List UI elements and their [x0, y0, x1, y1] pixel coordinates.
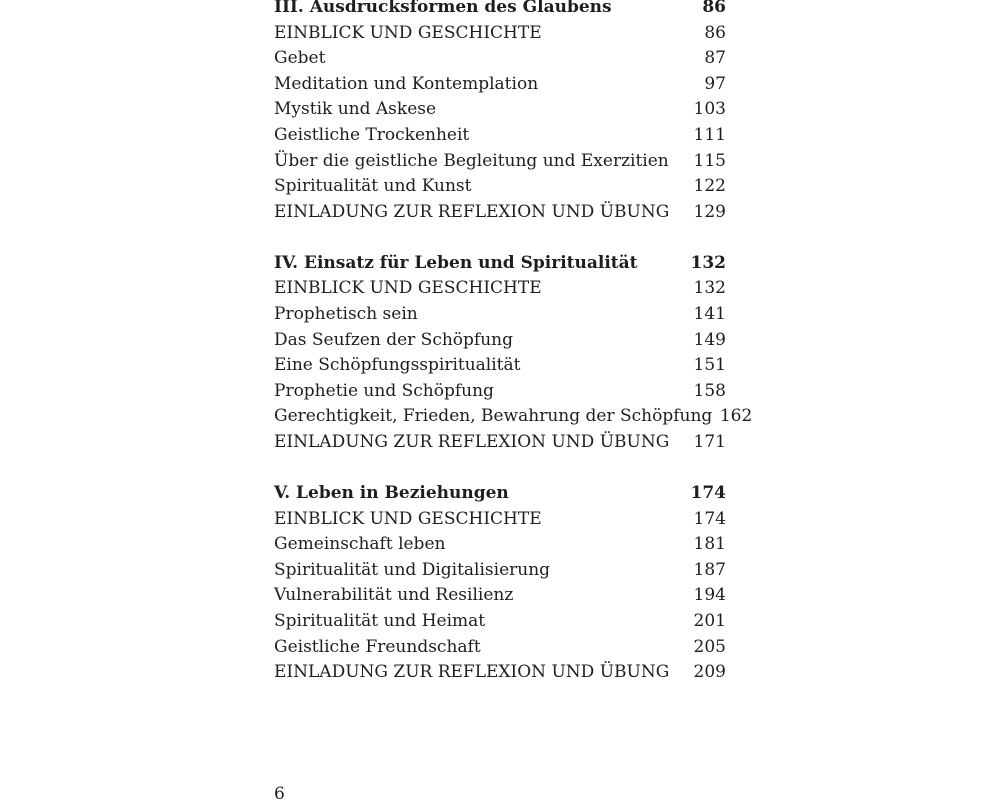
- toc-entry-page: 103: [693, 99, 726, 120]
- toc-entry-title: Über die geistliche Begleitung und Exerzitien: [274, 150, 669, 171]
- toc-heading-page: 132: [690, 252, 726, 273]
- toc-entry: [274, 660, 726, 686]
- page-number: 6: [274, 784, 285, 804]
- toc-entry: [274, 404, 753, 430]
- toc-entry: [274, 507, 726, 533]
- toc-entry-title: Gebet: [274, 48, 326, 69]
- toc-section-iii: [274, 0, 726, 225]
- toc-entry-title: Vulnerabilität und Resilienz: [274, 585, 514, 606]
- toc-entry-page: 187: [693, 559, 726, 580]
- toc-section-iv: [274, 251, 753, 456]
- toc-entry: [274, 276, 726, 302]
- toc-entry-page: 151: [693, 355, 726, 376]
- toc-entry-page: 86: [704, 22, 726, 43]
- toc-entry: [274, 200, 726, 226]
- toc-entry-title: Gerechtigkeit, Frieden, Bewahrung der Schöpfung: [274, 406, 713, 427]
- toc-entry-title: Spiritualität und Kunst: [274, 176, 472, 197]
- toc-entry-title: Prophetie und Schöpfung: [274, 380, 494, 401]
- toc-entry-title: Mystik und Askese: [274, 99, 437, 120]
- toc-entry-title: EINBLICK UND GESCHICHTE: [274, 508, 542, 529]
- toc-entry: [274, 635, 726, 661]
- toc-entry-page: 149: [693, 329, 726, 350]
- toc-entry-page: 132: [693, 278, 726, 299]
- toc-entry-title: Eine Schöpfungsspiritualität: [274, 355, 521, 376]
- toc-entry-title: Geistliche Freundschaft: [274, 636, 481, 657]
- toc-entry-page: 171: [693, 432, 726, 452]
- toc-entry-page: 122: [693, 176, 726, 197]
- toc-entry-page: 205: [693, 636, 726, 657]
- toc-entry: [274, 46, 726, 72]
- toc-entry-page: 158: [693, 380, 726, 401]
- toc-entry-page: 129: [693, 201, 726, 222]
- toc-entry-page: 174: [693, 508, 726, 529]
- toc-entry-page: 97: [704, 73, 726, 94]
- toc-section-heading: [274, 0, 726, 21]
- toc-entry: [274, 609, 726, 635]
- toc-section-heading: [274, 481, 726, 507]
- table-of-contents: [274, 0, 753, 686]
- toc-entry-page: 209: [693, 662, 726, 683]
- toc-entry: [274, 302, 726, 328]
- toc-heading-title: III. Ausdrucksformen des Glaubens: [274, 0, 612, 17]
- toc-heading-page: 86: [702, 0, 726, 17]
- toc-entry: [274, 430, 726, 456]
- toc-entry-title: EINLADUNG ZUR REFLEXION UND ÜBUNG: [274, 432, 670, 452]
- toc-entry-page: 87: [704, 48, 726, 69]
- toc-entry: [274, 97, 726, 123]
- toc-heading-title: IV. Einsatz für Leben und Spiritualität: [274, 252, 638, 273]
- toc-entry-page: 111: [693, 124, 726, 145]
- toc-entry-title: EINBLICK UND GESCHICHTE: [274, 22, 542, 43]
- toc-entry-title: Gemeinschaft leben: [274, 534, 446, 555]
- toc-entry-page: 194: [693, 585, 726, 606]
- toc-entry: [274, 558, 726, 584]
- toc-entry: [274, 328, 726, 354]
- toc-entry: [274, 353, 726, 379]
- toc-entry: [274, 532, 726, 558]
- toc-heading-title: V. Leben in Beziehungen: [274, 483, 509, 504]
- toc-heading-page: 174: [690, 483, 726, 504]
- toc-entry: [274, 123, 726, 149]
- toc-entry-title: Spiritualität und Heimat: [274, 611, 486, 632]
- toc-entry-page: 162: [719, 406, 753, 427]
- toc-entry-title: EINBLICK UND GESCHICHTE: [274, 278, 542, 299]
- toc-entry-title: Das Seufzen der Schöpfung: [274, 329, 513, 350]
- toc-entry-title: EINLADUNG ZUR REFLEXION UND ÜBUNG: [274, 662, 670, 683]
- toc-section-heading: [274, 251, 726, 277]
- toc-entry: [274, 21, 726, 47]
- toc-entry-page: 181: [693, 534, 726, 555]
- toc-entry-title: Prophetisch sein: [274, 304, 418, 325]
- toc-entry-page: 201: [693, 611, 726, 632]
- toc-entry-title: Meditation und Kontemplation: [274, 73, 539, 94]
- toc-entry-page: 141: [693, 304, 726, 325]
- toc-entry-page: 115: [693, 150, 726, 171]
- toc-entry: [274, 583, 726, 609]
- toc-entry-title: EINLADUNG ZUR REFLEXION UND ÜBUNG: [274, 201, 670, 222]
- toc-entry: [274, 72, 726, 98]
- toc-entry: [274, 174, 726, 200]
- toc-entry-title: Geistliche Trockenheit: [274, 124, 470, 145]
- toc-entry: [274, 149, 726, 175]
- toc-entry-title: Spiritualität und Digitalisierung: [274, 559, 551, 580]
- toc-section-v: [274, 481, 726, 686]
- toc-entry: [274, 379, 726, 405]
